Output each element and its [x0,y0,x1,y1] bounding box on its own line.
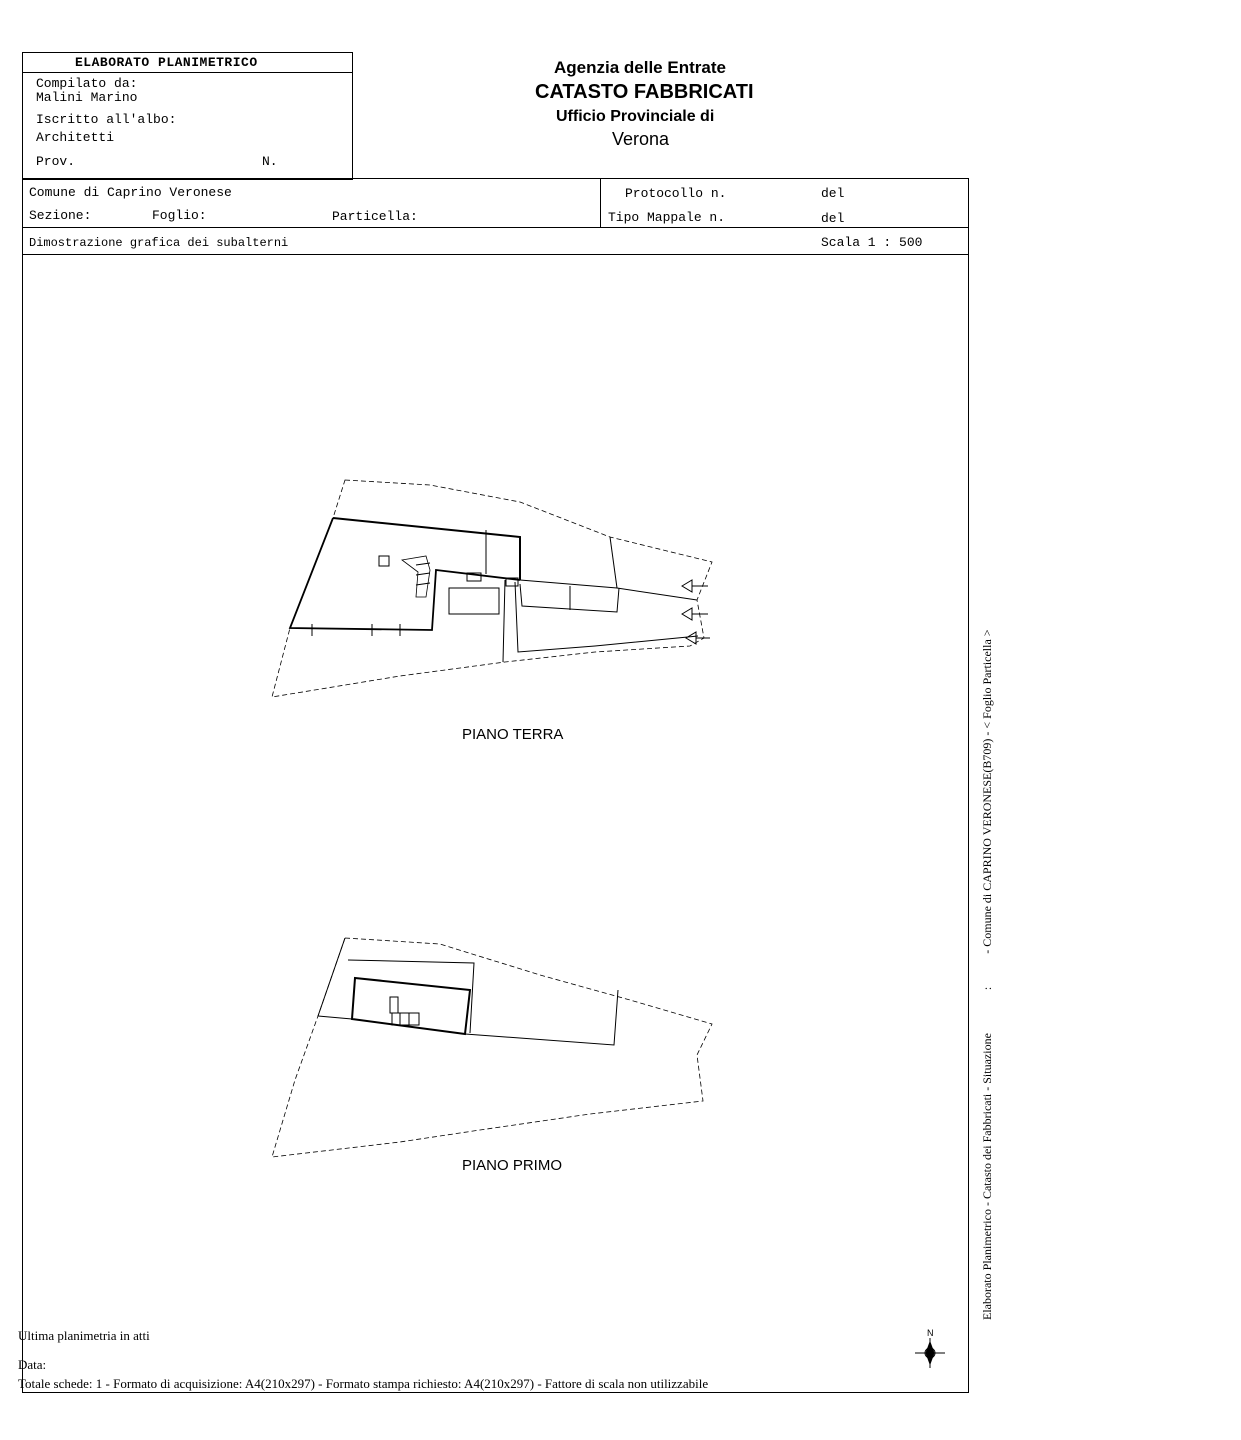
del-label-2: del [821,211,845,226]
agency-line3: Ufficio Provinciale di [556,108,715,125]
side-text-right: - Comune di CAPRINO VERONESE(B709) - < Foglio Particella > [980,629,994,954]
agency-line2: CATASTO FABBRICATI [535,81,754,103]
del-label-1: del [821,186,845,201]
scale-label: Scala 1 : 500 [821,235,923,250]
ground-floor-plan [272,480,712,697]
side-text [980,629,995,1320]
albo-value: Architetti [36,130,115,145]
prov-label: Prov. [36,154,76,169]
particella-label: Particella: [332,209,418,224]
comune-label: Comune di Caprino Veronese [29,185,232,200]
agency-line4: Verona [612,129,670,149]
compilato-name: Malini Marino [36,90,138,105]
north-letter [926,1327,936,1337]
ground-floor-label: PIANO TERRA [462,726,564,743]
agency-line1: Agenzia delle Entrate [554,58,726,77]
first-floor-plan [272,938,712,1157]
n-label: N. [262,154,278,169]
svg-text:N: N [927,1328,934,1337]
north-compass-icon [913,1336,947,1370]
albo-label: Iscritto all'albo: [36,112,177,127]
compilato-label: Compilato da: [36,76,138,91]
first-floor-label: PIANO PRIMO [462,1157,563,1174]
side-text-dot: : [980,986,994,991]
footer-ultima: Ultima planimetria in atti [18,1328,150,1343]
tipo-mappale-label: Tipo Mappale n. [608,210,726,225]
protocollo-label: Protocollo n. [625,186,727,201]
footer-totale: Totale schede: 1 - Formato di acquisizione: A4(210x297) - Formato stampa richiesto: A4(210x297) - Fattore di scala non utilizzabile [18,1376,709,1391]
subtitle: Dimostrazione grafica dei subalterni [29,236,289,250]
foglio-label: Foglio: [152,208,207,223]
header-title: ELABORATO PLANIMETRICO [75,55,258,70]
side-text-left: Elaborato Planimetrico - Catasto dei Fabbricati - Situazione [980,1033,994,1320]
sezione-label: Sezione: [29,208,92,223]
footer-data: Data: [18,1357,47,1372]
